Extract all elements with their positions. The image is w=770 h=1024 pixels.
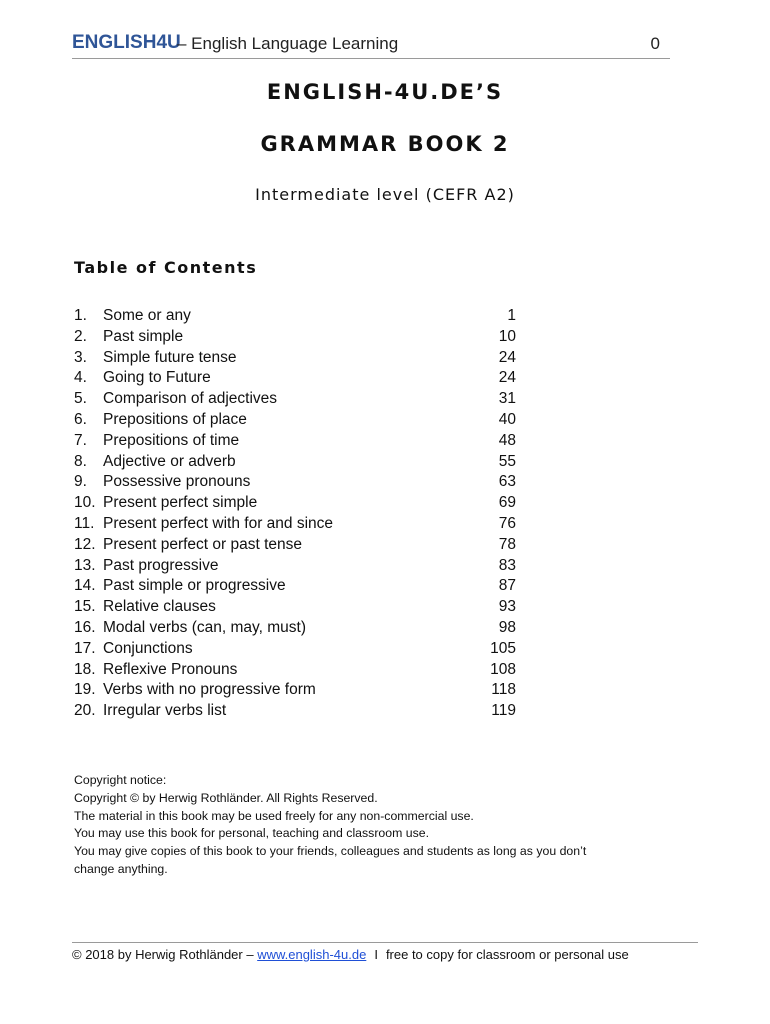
toc-item	[74, 660, 516, 681]
toc-item-label: Adjective or adverb	[103, 452, 236, 470]
toc-item-number: 12.	[74, 535, 96, 553]
copyright-line: change anything.	[74, 861, 168, 876]
toc-item-label: Present perfect simple	[103, 494, 258, 512]
toc-item-number: 4.	[74, 369, 87, 387]
toc-item	[74, 431, 516, 452]
toc-item	[74, 389, 516, 410]
toc-item-number: 20.	[74, 702, 96, 720]
toc-item-label: Past simple	[103, 327, 184, 345]
page-number: 0	[650, 34, 660, 53]
toc-item	[74, 535, 516, 556]
toc-item-number: 8.	[74, 452, 87, 470]
toc-item	[74, 639, 516, 660]
toc-item-label: Prepositions of time	[103, 431, 240, 449]
toc-item-label: Present perfect with for and since	[103, 514, 334, 532]
toc-item-number: 3.	[74, 348, 87, 366]
toc-item-page: 24	[498, 369, 516, 387]
toc-item	[74, 410, 516, 431]
page-footer	[72, 942, 698, 962]
toc-item-page: 118	[491, 681, 516, 699]
toc-item-number: 6.	[74, 410, 87, 428]
toc-item-page: 40	[498, 410, 516, 428]
toc-item-number: 1.	[74, 307, 87, 324]
toc-item	[74, 701, 516, 722]
toc-item	[74, 472, 516, 493]
toc-item-page: 69	[498, 494, 516, 512]
toc-item-label: Present perfect or past tense	[103, 535, 303, 553]
toc-item-label: Possessive pronouns	[103, 473, 251, 491]
toc-item-label: Conjunctions	[103, 639, 193, 657]
toc-item	[74, 348, 516, 369]
toc-item-label: Relative clauses	[103, 598, 216, 616]
toc-item-page: 1	[507, 307, 516, 324]
toc-item-page: 105	[490, 639, 516, 657]
toc-item-page: 10	[498, 327, 516, 345]
toc-item-label: Irregular verbs list	[103, 702, 227, 720]
toc-item-label: Prepositions of place	[103, 410, 247, 428]
toc-item-page: 87	[498, 577, 516, 595]
toc-item-number: 16.	[74, 618, 96, 636]
toc-item-number: 13.	[74, 556, 96, 574]
toc-item-page: 108	[490, 660, 516, 678]
level-subtitle: Intermediate level (CEFR A2)	[255, 185, 515, 204]
website-link[interactable]: www.english-4u.de	[257, 947, 367, 962]
toc-item	[74, 556, 516, 577]
toc-item-number: 10.	[74, 494, 96, 512]
toc-item-number: 14.	[74, 577, 96, 595]
toc-item-label: Going to Future	[103, 369, 211, 387]
toc-item-label: Comparison of adjectives	[103, 390, 278, 408]
copyright-notice	[74, 772, 694, 879]
toc-item-label: Past simple or progressive	[103, 577, 286, 595]
toc-item-number: 9.	[74, 473, 87, 491]
toc-item	[74, 597, 516, 618]
toc-item	[74, 306, 516, 327]
toc-item	[74, 680, 516, 701]
toc-item-page: 119	[491, 702, 516, 720]
toc-item-page: 55	[498, 452, 516, 470]
toc-item-page: 98	[498, 618, 516, 636]
toc-heading: Table of Contents	[74, 258, 258, 277]
copyright-line: Copyright © by Herwig Rothländer. All Rights Reserved.	[74, 790, 378, 805]
toc-item-label: Reflexive Pronouns	[103, 660, 238, 678]
toc-item	[74, 576, 516, 597]
copyright-line: You may give copies of this book to your friends, colleagues and students as long as you don’t	[74, 844, 587, 859]
toc-item	[74, 514, 516, 535]
toc-item-page: 63	[498, 473, 516, 491]
toc-item	[74, 493, 516, 514]
toc-item-number: 17.	[74, 639, 96, 657]
toc-item-number: 18.	[74, 660, 96, 678]
toc-item-number: 7.	[74, 431, 87, 449]
toc-item-page: 24	[498, 348, 516, 366]
toc-item	[74, 452, 516, 473]
copyright-line: The material in this book may be used freely for any non-commercial use.	[74, 808, 474, 823]
toc-item-page: 76	[498, 514, 516, 532]
copyright-line: Copyright notice:	[74, 773, 167, 787]
toc-item-page: 78	[498, 535, 516, 553]
book-title-line2: GRAMMAR BOOK 2	[260, 132, 510, 156]
footer-prefix: © 2018 by Herwig Rothländer –	[72, 947, 258, 962]
toc-item-page: 83	[498, 556, 516, 574]
toc-item-label: Past progressive	[103, 556, 219, 574]
toc-item-number: 19.	[74, 681, 96, 699]
toc-item-number: 2.	[74, 327, 87, 345]
toc-item-number: 15.	[74, 598, 96, 616]
toc-item-label: Simple future tense	[103, 348, 237, 366]
toc-item-label: Verbs with no progressive form	[103, 681, 316, 699]
toc-item-number: 5.	[74, 390, 87, 408]
toc-item-page: 48	[498, 431, 516, 449]
brand-name: ENGLISH4U	[72, 32, 181, 53]
toc-item-page: 31	[498, 390, 516, 408]
table-of-contents	[74, 306, 516, 722]
book-title-line1: ENGLISH-4U.DE’S	[266, 80, 504, 104]
toc-item-page: 93	[498, 598, 516, 616]
brand-subtitle: – English Language Learning	[177, 34, 399, 53]
page-header	[72, 32, 670, 59]
toc-item-label: Some or any	[103, 307, 191, 324]
toc-item	[74, 618, 516, 639]
copyright-line: You may use this book for personal, teaching and classroom use.	[74, 826, 429, 841]
footer-separator: I	[374, 947, 378, 962]
toc-item	[74, 327, 516, 348]
toc-item-number: 11.	[74, 514, 95, 532]
footer-suffix: free to copy for classroom or personal use	[385, 947, 629, 962]
toc-item	[74, 368, 516, 389]
toc-item-label: Modal verbs (can, may, must)	[103, 618, 306, 636]
